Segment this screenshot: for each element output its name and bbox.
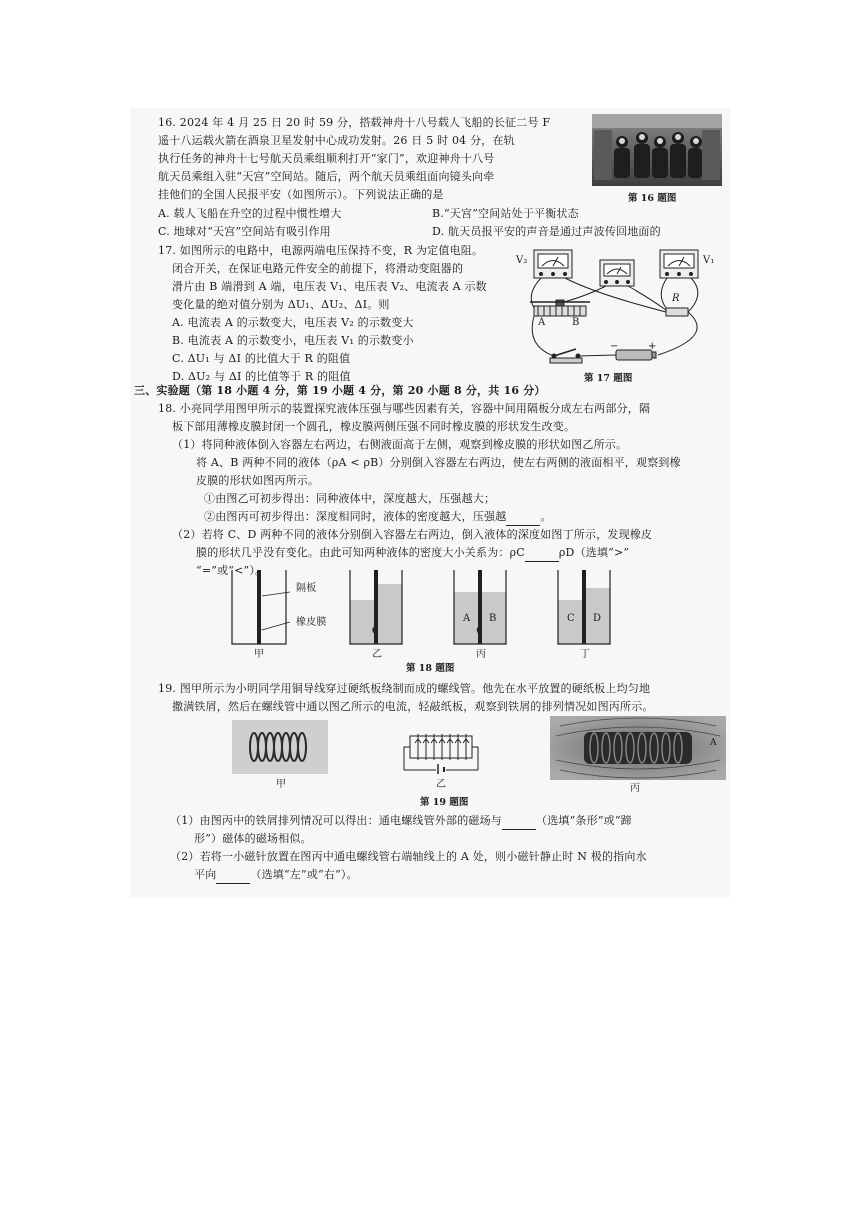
container-yi-icon [350, 570, 402, 644]
q16-line-4: 航天员乘组入驻“天宫”空间站。随后，两个航天员乘组面向镜头向牵 [158, 170, 495, 183]
q18-conclusion-2-text: ②由图丙可初步得出：深度相同时，液体的密度越大，压强越 [204, 510, 507, 523]
q18-p2-line-3: “=”或“<”）。 [196, 564, 267, 577]
q17-line-3: 滑片由 B 端滑到 A 端，电压表 V₁、电压表 V₂、电流表 A 示数 [172, 280, 487, 293]
q19-p1-line-1a: （1）由图丙中的铁屑排列情况可以得出：通电螺线管外部的磁场与 [170, 814, 502, 827]
label-q19-yi: 乙 [436, 779, 447, 790]
label-v1: V₁ [703, 255, 715, 266]
q19-p2-line-2a: 平向 [194, 868, 217, 881]
q16-line-2: 遥十八运载火箭在酒泉卫星发射中心成功发射。26 日 5 时 04 分，在轨 [158, 134, 515, 147]
q19-line-1: 19. 图甲所示为小明同学用铜导线穿过硬纸板绕制而成的螺线管。他先在水平放置的硬纸板上均匀地 [158, 682, 651, 695]
q18-answer-blank-2[interactable] [525, 549, 559, 562]
q18-conclusion-2-end: 。 [540, 510, 552, 523]
q17-option-c: C. ΔU₁ 与 ΔI 的比值大于 R 的阻值 [172, 352, 351, 365]
label-yi: 乙 [372, 649, 383, 660]
label-jia: 甲 [254, 649, 265, 660]
q17-option-b: B. 电流表 A 的示数变小，电压表 V₁ 的示数变小 [172, 334, 414, 347]
q18-p1-line-3: 皮膜的形状如图丙所示。 [196, 474, 320, 487]
q17-line-2: 闭合开关，在保证电路元件安全的前提下，将滑动变阻器的 [172, 262, 464, 275]
q18-p2-line-2b: ρD（选填“>” [558, 546, 630, 559]
label-v2: V₂ [516, 255, 528, 266]
q16-option-d: D. 航天员报平安的声音是通过声波传回地面的 [432, 225, 661, 238]
q19-iron-filings-photo [550, 716, 726, 780]
q19-answer-blank-2[interactable] [216, 871, 250, 884]
switch-icon [550, 349, 582, 363]
exam-page [130, 108, 730, 898]
q19-p1-line-1b: （选填“条形”或“蹄 [536, 814, 632, 827]
q16-option-a: A. 载人飞船在升空的过程中惯性增大 [158, 207, 342, 220]
label-b-end: B [572, 317, 580, 328]
voltmeter-v1-icon [660, 250, 698, 278]
container-bing-icon [454, 570, 506, 644]
q19-p2-line-1: （2）若将一小磁针放置在图丙中通电螺线管右端轴线上的 A 处，则小磁针静止时 N 极的指向水 [170, 850, 647, 863]
q16-line-3: 执行任务的神舟十七号航天员乘组顺利打开“家门”，欢迎神舟十八号 [158, 152, 495, 165]
q17-caption: 第 17 题图 [584, 373, 633, 384]
container-ding-icon [558, 570, 610, 644]
q16-caption: 第 16 题图 [628, 193, 677, 204]
label-bing: 丙 [476, 649, 487, 660]
q18-conclusion-2 [204, 508, 552, 526]
label-liquid-b: B [489, 613, 497, 624]
label-q19-bing: 丙 [630, 783, 641, 794]
q17-option-a: A. 电流表 A 的示数变大，电压表 V₂ 的示数变大 [172, 316, 414, 329]
q16-option-b: B.“天宫”空间站处于平衡状态 [432, 207, 579, 220]
label-partition: 隔板 [296, 583, 317, 594]
label-r: R [672, 293, 680, 304]
q19-p1-line-2: 形”）磁体的磁场相似。 [194, 832, 312, 845]
section-3-heading: 三、实验题（第 18 小题 4 分，第 19 小题 4 分，第 20 小题 8 分，共 16 分） [134, 384, 546, 397]
q18-answer-blank-1[interactable] [506, 513, 540, 526]
label-liquid-d: D [593, 613, 602, 624]
container-jia-icon [232, 570, 290, 644]
q18-container-figures [226, 570, 666, 666]
ammeter-icon [600, 260, 634, 286]
q16-astronaut-photo [592, 114, 722, 186]
voltmeter-v2-icon [534, 250, 572, 278]
q19-answer-blank-1[interactable] [502, 817, 536, 830]
label-liquid-c: C [567, 613, 575, 624]
q17-option-d: D. ΔU₂ 与 ΔI 的比值等于 R 的阻值 [172, 370, 351, 383]
resistor-icon [666, 308, 688, 316]
q18-p2-line-2 [196, 544, 629, 562]
label-ding: 丁 [580, 649, 591, 660]
label-minus: − [610, 341, 619, 352]
label-liquid-a: A [463, 613, 471, 624]
q18-line-2: 板下部用薄橡皮膜封闭一个圆孔，橡皮膜两侧压强不同时橡皮膜的形状发生改变。 [172, 420, 576, 433]
q19-line-2: 撒满铁屑，然后在螺线管中通以图乙所示的电流，轻敲纸板，观察到铁屑的排列情况如图丙所示。 [172, 700, 654, 713]
q19-solenoid-photo [232, 720, 328, 774]
q18-p1-line-2: 将 A、B 两种不同的液体（ρA < ρB）分别倒入容器左右两边，使左右两侧的液面相平，观察到橡 [196, 456, 681, 469]
q16-option-c: C. 地球对“天宫”空间站有吸引作用 [158, 225, 331, 238]
q17-line-1: 17. 如图所示的电路中，电源两端电压保持不变，R 为定值电阻。 [158, 244, 484, 257]
q19-p2-line-2b: （选填“左”或“右”）。 [250, 868, 358, 881]
q18-p1-line-1: （1）将同种液体倒入容器左右两边，右侧液面高于左侧，观察到橡皮膜的形状如图乙所示。 [172, 438, 628, 451]
q19-p2-line-2 [194, 866, 358, 884]
label-a-end: A [538, 317, 546, 328]
label-point-a: A [710, 738, 717, 748]
label-rubber-membrane: 橡皮膜 [296, 617, 327, 628]
q18-p2-line-1: （2）若将 C、D 两种不同的液体分别倒入容器左右两边，倒入液体的深度如图丁所示，发现橡皮 [172, 528, 653, 541]
label-plus: + [648, 341, 657, 352]
label-q19-jia: 甲 [276, 779, 287, 790]
q19-caption: 第 19 题图 [420, 797, 469, 808]
q16-line-1: 16. 2024 年 4 月 25 日 20 时 59 分，搭载神舟十八号载人飞船的长征二号 F [158, 116, 551, 129]
q19-current-diagram [402, 728, 482, 774]
q18-line-1: 18. 小亮同学用图甲所示的装置探究液体压强与哪些因素有关，容器中间用隔板分成左右两部分，隔 [158, 402, 651, 415]
q18-p2-line-2a: 膜的形状几乎没有变化。由此可知两种液体的密度大小关系为：ρC [196, 546, 525, 559]
q17-line-4: 变化量的绝对值分别为 ΔU₁、ΔU₂、ΔI。则 [172, 298, 390, 311]
q19-p1-line-1 [170, 812, 632, 830]
q18-conclusion-1: ①由图乙可初步得出：同种液体中，深度越大，压强越大； [204, 492, 496, 505]
q18-caption: 第 18 题图 [406, 663, 455, 674]
q17-circuit-diagram [516, 246, 722, 370]
q16-line-5: 挂他们的全国人民报平安（如图所示）。下列说法正确的是 [158, 188, 444, 201]
